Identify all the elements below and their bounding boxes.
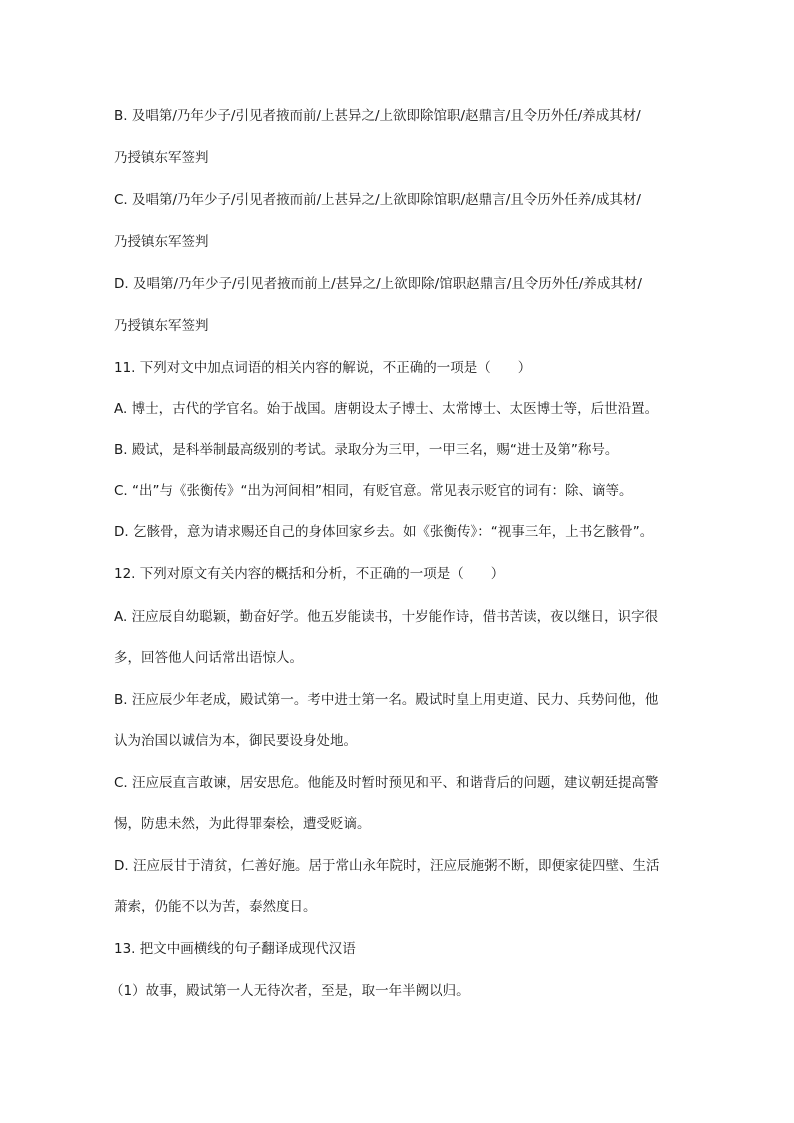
- option-b-line-1: B. 及唱第/乃年少子/引见者掖而前/上甚异之/上欲即除馆职/赵鼎言/且令历外任/养成其材/: [114, 108, 641, 124]
- question-12-option-a-line-2: 多，回答他人问话常出语惊人。: [114, 650, 303, 666]
- question-12-option-b-line-2: 认为治国以诚信为本，御民要设身处地。: [114, 733, 357, 749]
- question-12-option-d-line-2: 萧索，仍能不以为苦，泰然度日。: [114, 899, 317, 915]
- question-11-option-c: C. “出”与《张衡传》“出为河间相”相同，有贬官意。常见表示贬官的词有：除、谪等。: [114, 483, 633, 499]
- question-11-option-a: A. 博士，古代的学官名。始于战国。唐朝设太子博士、太常博士、太医博士等，后世沿置。: [114, 401, 659, 417]
- option-b-line-2: 乃授镇东军签判: [114, 150, 209, 166]
- question-12-option-b-line-1: B. 汪应辰少年老成，殿试第一。考中进士第一名。殿试时皇上用吏道、民力、兵势问他，他: [114, 692, 659, 708]
- question-12-option-a-line-1: A. 汪应辰自幼聪颖，勤奋好学。他五岁能读书，十岁能作诗，借书苦读，夜以继日，识字很: [114, 609, 659, 625]
- option-d-line-1: D. 及唱第/乃年少子/引见者掖而前上/甚异之/上欲即除/馆职赵鼎言/且令历外任/养成其材/: [114, 276, 642, 292]
- option-c-line-2: 乃授镇东军签判: [114, 234, 209, 250]
- question-11-option-b: B. 殿试，是科举制最高级别的考试。录取分为三甲，一甲三名，赐“进士及第”称号。: [114, 442, 619, 458]
- question-11-option-d: D. 乞骸骨，意为请求赐还自己的身体回家乡去。如《张衡传》：“视事三年，上书乞骸骨”。: [114, 524, 654, 540]
- question-12-stem: 12. 下列对原文有关内容的概括和分析，不正确的一项是（ ）: [114, 566, 505, 582]
- question-12-option-c-line-2: 惕，防患未然，为此得罪秦桧，遭受贬谪。: [114, 816, 371, 832]
- question-11-stem: 11. 下列对文中加点词语的相关内容的解说，不正确的一项是（ ）: [114, 360, 532, 376]
- question-13-stem: 13. 把文中画横线的句子翻译成现代汉语: [114, 941, 356, 957]
- option-c-line-1: C. 及唱第/乃年少子/引见者掖而前/上甚异之/上欲即除馆职/赵鼎言/且令历外任养/成其材/: [114, 192, 641, 208]
- question-13-sentence-1: （1）故事，殿试第一人无待次者，至是，取一年半阙以归。: [110, 983, 470, 999]
- question-12-option-d-line-1: D. 汪应辰甘于清贫，仁善好施。居于常山永年院时，汪应辰施粥不断，即便家徒四壁、生活: [114, 858, 660, 874]
- option-d-line-2: 乃授镇东军签判: [114, 318, 209, 334]
- question-12-option-c-line-1: C. 汪应辰直言敢谏，居安思危。他能及时暂时预见和平、和谐背后的问题，建议朝廷提高警: [114, 775, 659, 791]
